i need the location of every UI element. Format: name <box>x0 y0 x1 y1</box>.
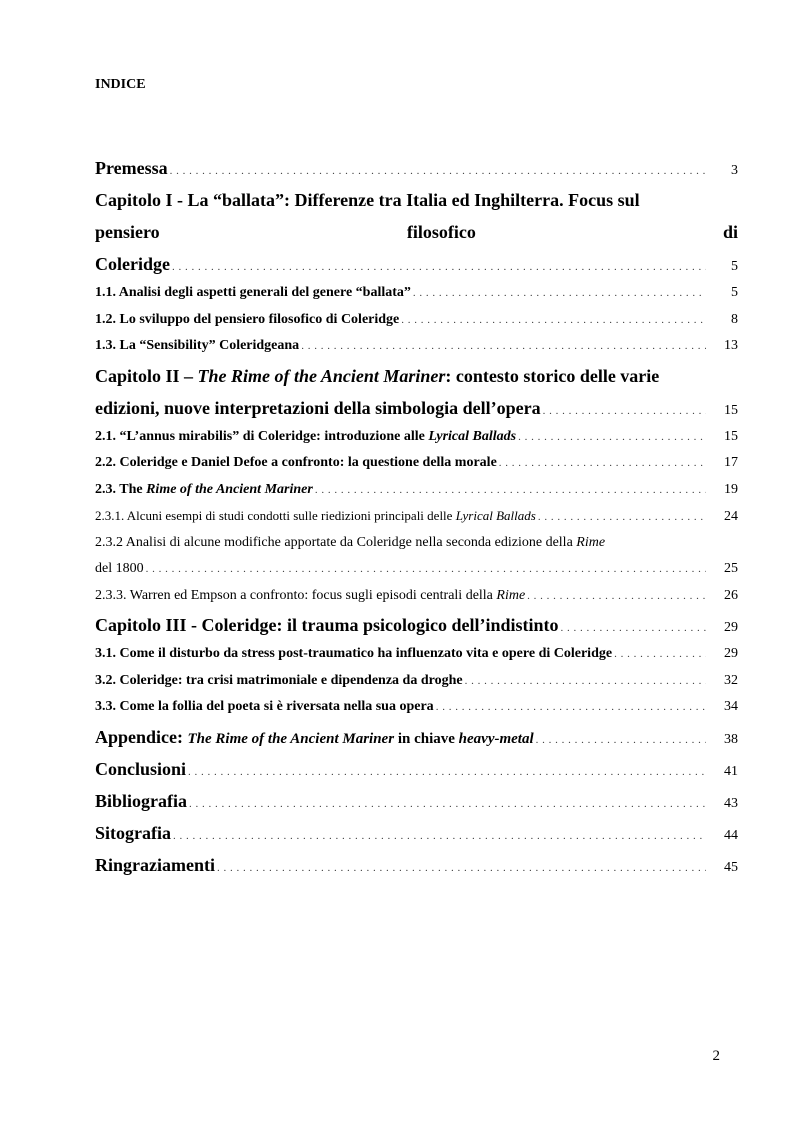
dot-leader <box>614 641 706 668</box>
toc-page: 38 <box>724 731 738 747</box>
toc-title <box>95 503 536 530</box>
toc-page: 3 <box>731 163 738 178</box>
dot-leader <box>170 155 706 187</box>
toc-title <box>95 477 313 504</box>
dot-leader <box>465 668 706 695</box>
toc-page: 45 <box>724 859 738 875</box>
toc-title: Conclusioni <box>95 758 187 779</box>
toc-page: 8 <box>731 311 738 327</box>
dot-leader <box>499 450 706 477</box>
toc-title: Premessa <box>95 158 168 178</box>
toc-entry-capitolo-2-line2[interactable] <box>95 392 738 424</box>
toc-title-italic: Rime of the Ancient Mariner <box>146 481 313 497</box>
toc-title-part: Capitolo II – <box>95 365 198 386</box>
toc-page: 24 <box>724 509 738 524</box>
toc-title <box>95 424 516 451</box>
page-heading: INDICE <box>95 77 146 92</box>
dot-leader <box>315 477 706 504</box>
toc-title-italic: Lyrical Ballads <box>455 508 536 523</box>
toc-title-part: 2.3.2 Analisi di alcune modifiche apportate da Coleridge nella seconda edizione della <box>95 534 577 550</box>
dot-leader <box>436 694 706 721</box>
toc-page: 44 <box>724 827 738 843</box>
toc-page: 15 <box>724 428 738 444</box>
toc-title-part: : contesto storico delle varie <box>445 365 660 386</box>
toc-page: 15 <box>724 402 738 418</box>
toc-entry-1-3[interactable] <box>95 333 738 360</box>
toc-entry-capitolo-1-line1[interactable] <box>95 184 738 216</box>
toc-entry-capitolo-3[interactable] <box>95 609 738 641</box>
toc-page: 29 <box>724 646 738 661</box>
toc-title: 3.1. Come il disturbo da stress post-traumatico ha influenzato vita e opere di Coleridge <box>95 646 613 661</box>
dot-leader <box>527 583 706 610</box>
toc-title: Bibliografia <box>95 790 188 811</box>
toc-title-part: 2.1. “L’annus mirabilis” di Coleridge: introduzione alle <box>95 428 429 444</box>
toc-title: Sitografia <box>95 822 171 843</box>
dot-leader <box>172 251 706 283</box>
toc-title-italic: Rime <box>576 534 606 550</box>
dot-leader <box>538 504 706 531</box>
toc-page: 26 <box>724 587 738 603</box>
toc-title-italic: The Rime of the Ancient Mariner <box>197 365 446 386</box>
toc-title-part: 2.3. The <box>95 481 147 497</box>
toc-entry-conclusioni[interactable] <box>95 753 738 785</box>
toc-title-part: Appendice: <box>95 726 188 747</box>
toc-word: filosofico <box>406 222 476 242</box>
toc-entry-appendice[interactable] <box>95 721 738 753</box>
toc-entry-2-3[interactable] <box>95 477 738 504</box>
toc-title: 3.3. Come la follia del poeta si è riversata nella sua opera <box>95 699 434 714</box>
toc-page: 5 <box>731 259 738 274</box>
toc-entry-3-1[interactable] <box>95 641 738 668</box>
toc-title <box>95 721 534 755</box>
toc-entry-2-3-2-line1[interactable] <box>95 530 738 557</box>
toc-page: 29 <box>724 620 738 635</box>
toc-title: 1.3. La “Sensibility” Coleridgeana <box>95 338 300 353</box>
toc-title-italic: heavy-metal <box>458 730 534 747</box>
toc-entry-premessa[interactable] <box>95 152 738 184</box>
toc-entry-2-1[interactable] <box>95 424 738 451</box>
toc-page: 19 <box>724 481 738 497</box>
toc-title-italic: The Rime of the Ancient Mariner <box>187 730 395 747</box>
toc-title: 1.1. Analisi degli aspetti generali del genere “ballata” <box>95 285 411 300</box>
table-of-contents <box>95 152 738 881</box>
dot-leader <box>413 280 706 307</box>
toc-title: 2.2. Coleridge e Daniel Defoe a confronto: la questione della morale <box>95 455 497 470</box>
toc-page: 25 <box>724 561 738 576</box>
toc-word: di <box>722 222 738 242</box>
toc-entry-capitolo-1-line2[interactable] <box>95 216 738 248</box>
toc-title: 3.2. Coleridge: tra crisi matrimoniale e dipendenza da droghe <box>95 672 463 688</box>
dot-leader <box>401 307 706 334</box>
toc-title-part: 2.3.1. Alcuni esempi di studi condotti sulle riedizioni principali delle <box>95 508 456 523</box>
dot-leader <box>188 756 706 788</box>
toc-page: 5 <box>731 285 738 300</box>
toc-title: Coleridge <box>95 254 170 274</box>
toc-page: 13 <box>724 338 738 353</box>
toc-entry-capitolo-1-line3[interactable] <box>95 248 738 280</box>
toc-entry-3-3[interactable] <box>95 694 738 721</box>
toc-title-italic: Rime <box>496 587 526 603</box>
toc-entry-2-3-3[interactable] <box>95 583 738 610</box>
dot-leader <box>146 556 706 583</box>
toc-title: Ringraziamenti <box>95 854 215 875</box>
toc-title <box>95 583 525 610</box>
toc-title-part: 2.3.3. Warren ed Empson a confronto: focus sugli episodi centrali della <box>95 587 497 603</box>
toc-page: 32 <box>724 672 738 688</box>
toc-entry-2-3-2-line2[interactable] <box>95 556 738 583</box>
toc-title-italic: Lyrical Ballads <box>428 428 517 444</box>
toc-entry-1-1[interactable] <box>95 280 738 307</box>
dot-leader <box>217 852 706 884</box>
dot-leader <box>518 424 706 451</box>
toc-entry-sitografia[interactable] <box>95 817 738 849</box>
toc-page: 41 <box>724 763 738 779</box>
toc-entry-ringraziamenti[interactable] <box>95 849 738 881</box>
dot-leader <box>173 820 706 852</box>
toc-word: pensiero <box>95 222 160 242</box>
toc-title: del 1800 <box>95 561 144 576</box>
dot-leader <box>536 724 706 756</box>
toc-entry-3-2[interactable] <box>95 668 738 695</box>
toc-page: 43 <box>724 795 738 811</box>
toc-title: Capitolo III - Coleridge: il trauma psicologico dell’indistinto <box>95 615 559 635</box>
toc-entry-capitolo-2-line1[interactable] <box>95 360 738 392</box>
toc-entry-2-3-1[interactable] <box>95 503 738 530</box>
toc-entry-bibliografia[interactable] <box>95 785 738 817</box>
toc-title-part: in chiave <box>394 730 459 747</box>
toc-entry-2-2[interactable] <box>95 450 738 477</box>
toc-page: 17 <box>724 455 738 470</box>
page-number: 2 <box>712 1048 720 1064</box>
toc-entry-1-2[interactable] <box>95 307 738 334</box>
dot-leader <box>543 395 706 427</box>
toc-title: 1.2. Lo sviluppo del pensiero filosofico di Coleridge <box>95 311 400 327</box>
toc-title: edizioni, nuove interpretazioni della simbologia dell’opera <box>95 397 541 418</box>
toc-title: Capitolo I - La “ballata”: Differenze tra Italia ed Inghilterra. Focus sul <box>95 190 640 210</box>
dot-leader <box>189 788 706 820</box>
toc-page: 34 <box>724 699 738 714</box>
dot-leader <box>301 333 706 360</box>
dot-leader <box>561 612 707 644</box>
